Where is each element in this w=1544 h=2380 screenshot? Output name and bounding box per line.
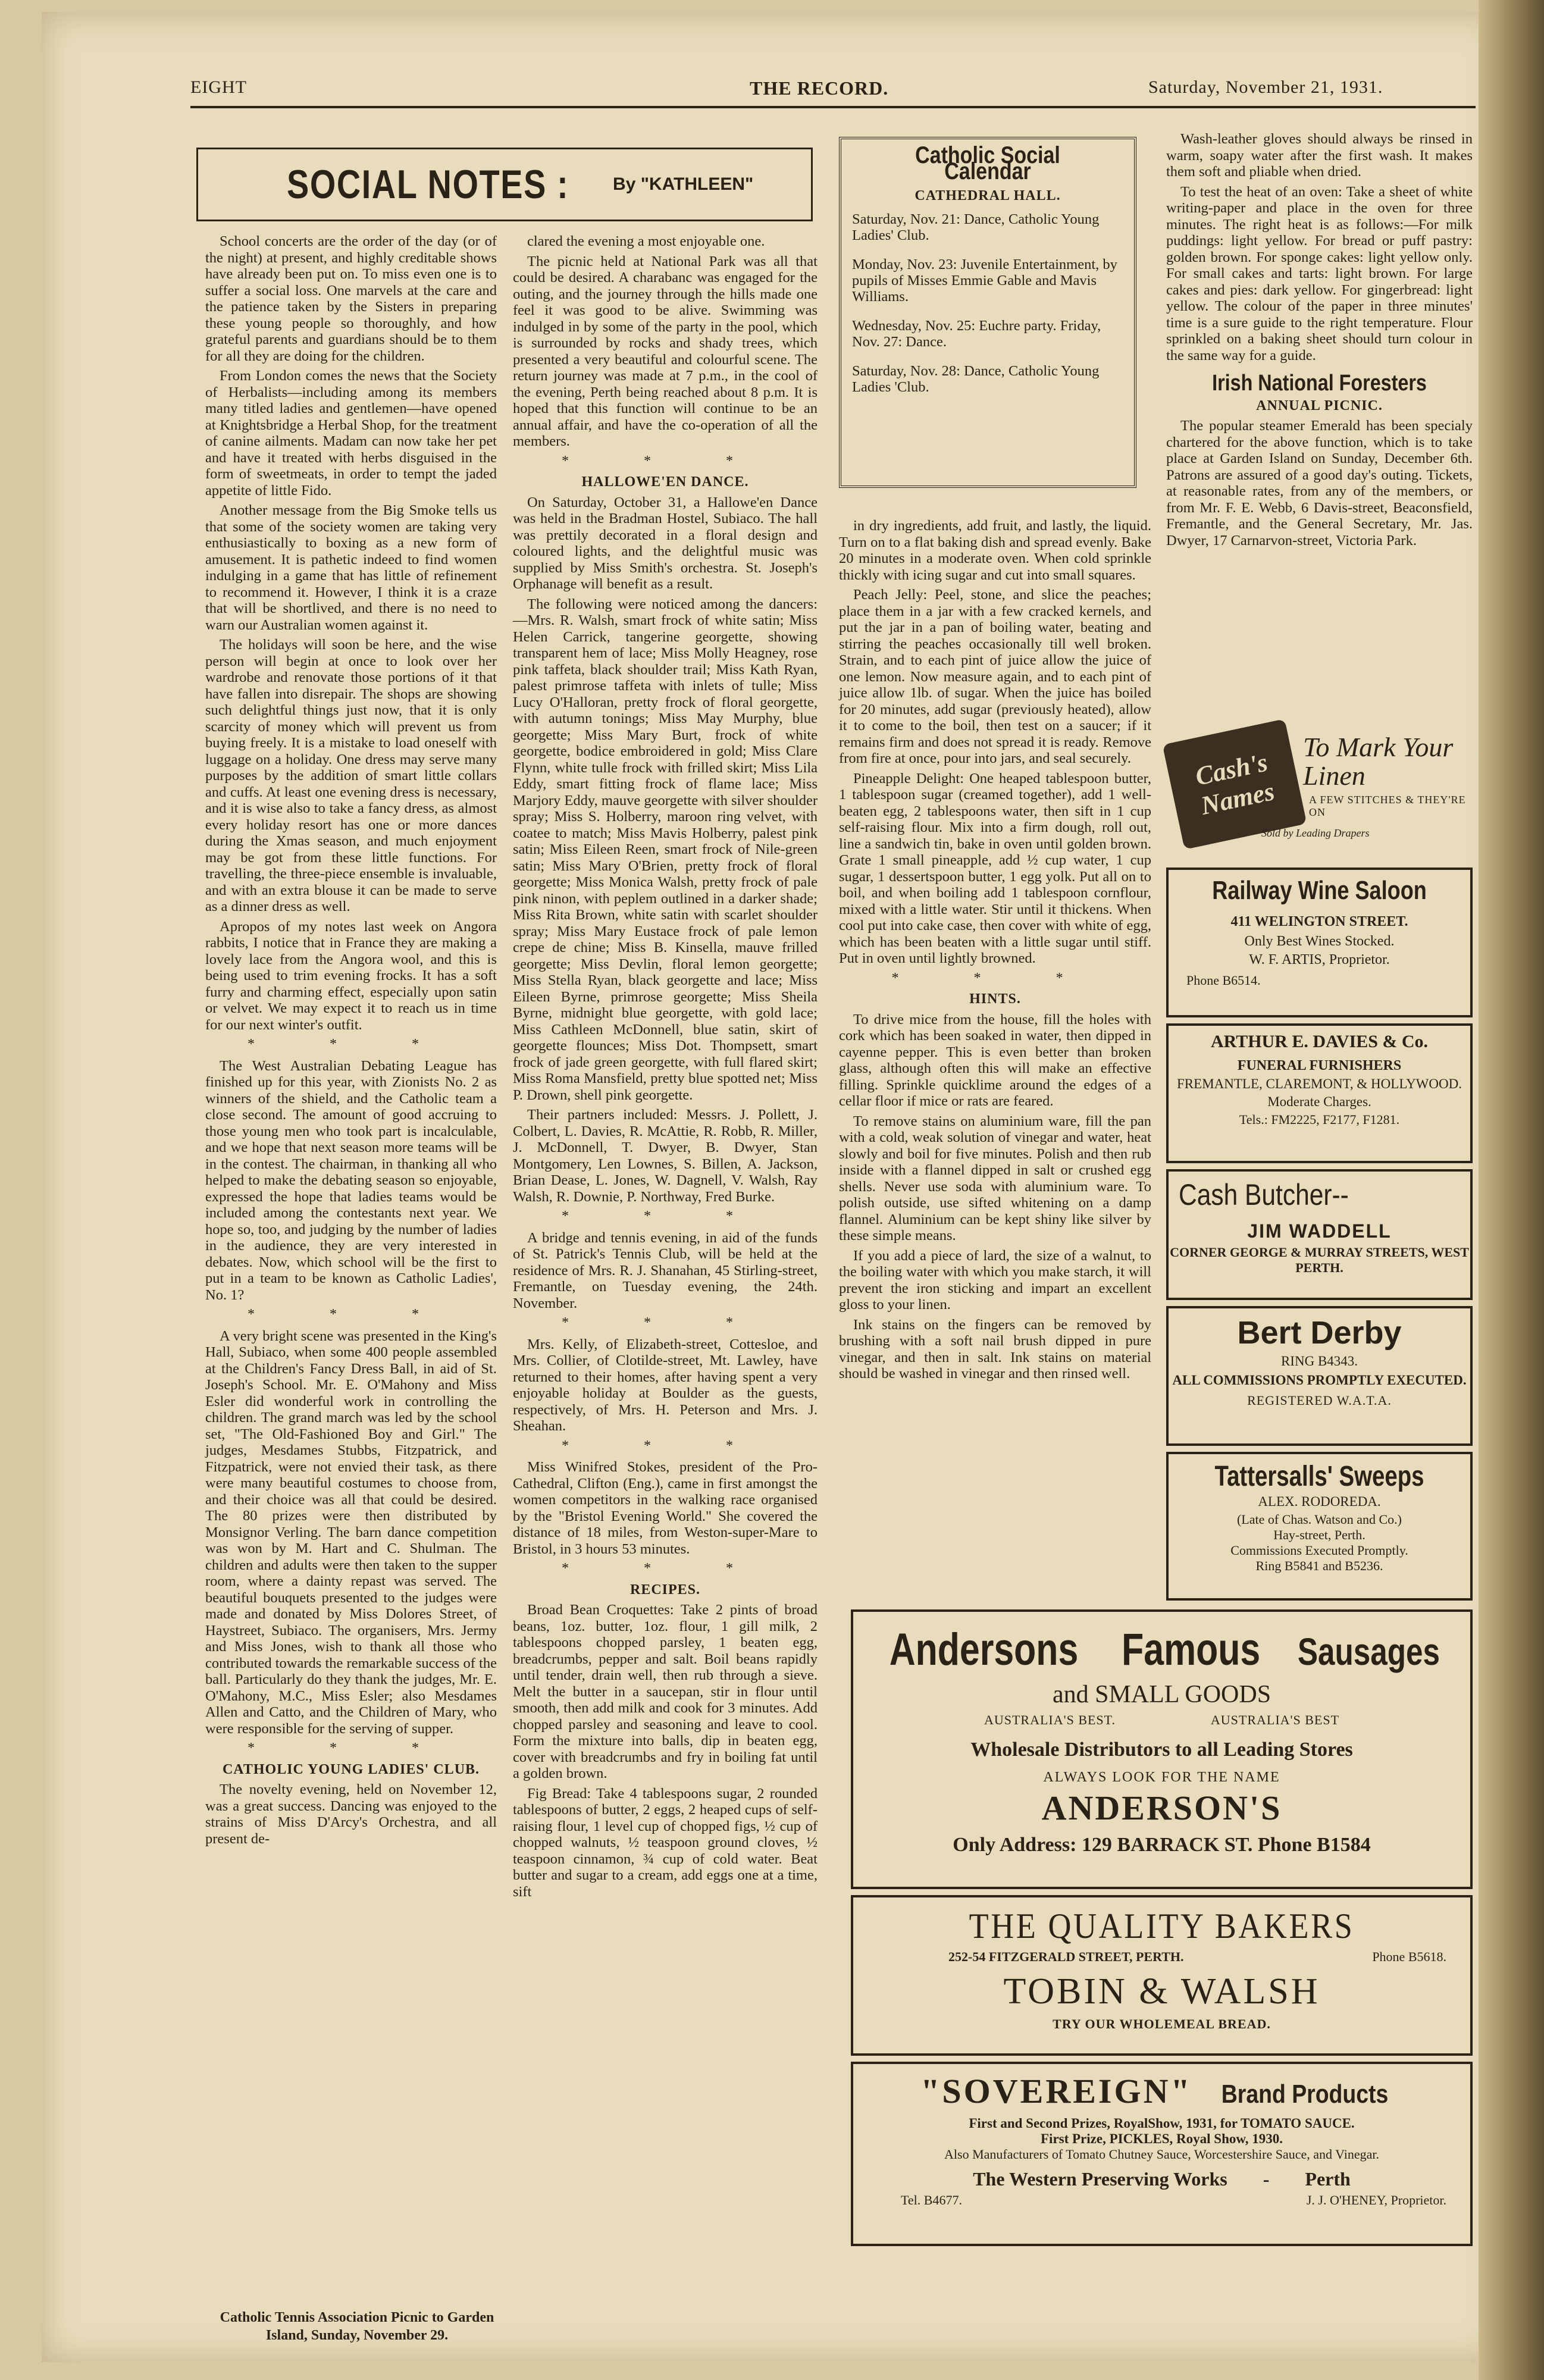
calendar-entry: Saturday, Nov. 28: Dance, Catholic Young Ladies 'Club. (852, 363, 1100, 395)
paragraph: Broad Bean Croquettes: Take 2 pints of broad beans, 1oz. butter, 1oz. flour, 1 gill milk, 2 tablespoons chopped parsley, 1 beaten egg, breadcrumbs, pepper and salt. Boil beans rapidly until tender, drain well, then rub through a sieve. Melt the butter in a saucepan, stir in flour until smooth, then add milk and cook for 3 minutes. Add chopped parsley and seasoning and leave to cool. Form the mixture into balls, dip in beaten egg, cover with breadcrumbs and fry in boiling fat until a golden brown. (513, 1602, 818, 1781)
column-1 (205, 233, 497, 1850)
quality-bakers-ad (851, 1895, 1473, 2056)
paragraph: School concerts are the order of the day (or of the night) at present, and highly creditable shows have already been put on. To miss even one is to suffer a social loss. One marvels at the care and the patience taken by the Sisters in preparing these young people so thoroughly, and how grateful parents and guardians should be to them for all they are doing for the children. (205, 233, 497, 364)
paragraph: The following were noticed among the dancers:—Mrs. R. Walsh, smart frock of white satin; Miss Helen Carrick, tangerine georgette, showing transparent hem of lace; Miss Molly Heagney, rose pink taffeta, black shoulder trail; Miss Kath Ryan, palest primrose taffeta with inlets of tulle; Miss Lucy O'Halloran, pretty frock of floral georgette, with autumn tonings; Miss May Murphy, blue georgette; Miss Mary Burt, frock of white georgette, bodice embroidered in gold; Miss Clare Flynn, white tulle frock with frilled skirt; Miss Lila Eddy, smart fitting frock of flame lace; Miss Marjory Eddy, mauve georgette with silver shoulder spray; Miss S. Holberry, maroon ring velvet, with coatee to match; Miss Mavis Holberry, palest pink satin; Miss Eileen Reen, smart frock of Nile-green satin; Miss Mary O'Brien, pretty frock of floral georgette; Miss Monica Walsh, pretty frock of pale pink ninon, with peplem outlined in a darker shade; Miss Rita Brown, white satin with scarlet shoulder spray; Miss Mary Eustace frock of pale lemon crepe de chine; Miss B. Kinsella, mauve frilled georgette; Miss Devlin, floral lemon georgette; Miss Stella Ryan, black georgette and lace; Miss Eileen Byrne, primrose georgette; Miss Sheila Byrne, midnight blue georgette, with gold lace; Miss Cathleen McDonnell, blue satin, skirt of georgette flounces; Miss Dot. Thompsett, smart frock of jade green georgette, with full flared skirt; Miss Roma Mansfield, pretty blue spotted net; Miss P. Drown, shell pink georgette. (513, 596, 818, 1103)
andersons-sausages-ad (851, 1609, 1473, 1889)
ad-line: TRY OUR WHOLEMEAL BREAD. (1053, 2016, 1271, 2031)
ad-title: Tattersalls' Sweeps (1214, 1461, 1424, 1492)
ad-line: W. F. ARTIS, Proprietor. (1249, 952, 1390, 967)
ad-title: ARTHUR E. DAVIES & Co. (1210, 1032, 1429, 1051)
paragraph: Mrs. Kelly, of Elizabeth-street, Cottesloe, and Mrs. Collier, of Clotilde-street, Mt. Lawley, have returned to their homes, after having spent a very enjoyable holiday at Boulder as the guests, respectively, of Mrs. H. Peterson and Mrs. J. Sheahan. (513, 1336, 818, 1434)
ad-title: "SOVEREIGN" (920, 2072, 1192, 2110)
cash-names-logo: Cash's Names (1163, 719, 1307, 850)
section-heading: ANNUAL PICNIC. (1256, 397, 1383, 414)
page-number: EIGHT (190, 77, 247, 97)
issue-date: Saturday, November 21, 1931. (1148, 77, 1383, 97)
ad-line: RING B4343. (1280, 1354, 1358, 1368)
paper-title: THE RECORD. (750, 77, 889, 99)
column-4 (1166, 131, 1473, 552)
ad-line: First Prize, PICKLES, Royal Show, 1930. (1041, 2131, 1283, 2146)
ad-title: Brand Products (1221, 2080, 1389, 2109)
ad-title: Famous (1121, 1624, 1261, 1675)
paragraph: The holidays will soon be here, and the wise person will begin at once to look over her wardrobe and renovate those portions of it that have fallen into disrepair. The shops are showing such delightful things just now, that it is only scarcity of money which will prevent us from buying freely. It is a mistake to load oneself with luggage on a holiday. One dress may serve many purposes by the addition of smart little collars and cuffs. At least one evening dress is necessary, and it is wise also to take a fancy dress, as almost every holiday resort has one or more dances during the Xmas season, and much enjoyment may be got from these little functions. For travelling, the three-piece ensemble is invaluable, and with an extra blouse it can be made to serve as a dinner dress as well. (205, 637, 497, 915)
cash-names-tagline: To Mark Your Linen (1303, 732, 1454, 791)
ad-line: 411 WELINGTON STREET. (1230, 914, 1408, 929)
calendar-entry: Monday, Nov. 23: Juvenile Entertainment, by pupils of Misses Emmie Gable and Mavis Williams. (852, 256, 1117, 305)
section-heading: HINTS. (969, 991, 1021, 1007)
ad-phone: Tel. B4677. (901, 2193, 962, 2207)
ad-line: FUNERAL FURNISHERS (1237, 1058, 1402, 1073)
paragraph: The West Australian Debating League has finished up for this year, with Zionists No. 2 as winners of the shield, and the Catholic team a close second. The amount of good accruing to those young men who took part is incalculable, and we hope that next season more teams will be in the contest. The chairman, in thanking all who helped to make the debating season so enjoyable, expressed the hope that ladies teams would be included among the contestants next year. We hope so, too, and judging by the number of ladies in the audience, they are very interested in debates. Now, which school will be the first to put in a team to be known as Catholic Ladies', No. 1? (205, 1057, 497, 1303)
paragraph: If you add a piece of lard, the size of a walnut, to the boiling water with which you make starch, it will prevent the iron sticking and impart an excellent gloss to your linen. (839, 1247, 1151, 1313)
paragraph: in dry ingredients, add fruit, and lastly, the liquid. Turn on to a flat baking dish and spread evenly. Bake 20 minutes in a moderate oven. When cold sprinkle thickly with icing sugar and cut into small squares. (839, 518, 1151, 583)
ad-address: Only Address: 129 BARRACK ST. Phone B1584 (953, 1834, 1371, 1856)
paragraph: A very bright scene was presented in the King's Hall, Subiaco, when some 400 people assembled at the Children's Fancy Dress Ball, in aid of St. Joseph's School. Mr. E. O'Mahony and Miss Esler did wonderful work in controlling the children. The grand march was led by the school set, "The Old-Fashioned Boy and Girl." The judges, Mesdames Stubbs, Fitzpatrick, and Fitzpatrick, were not envied their task, as there were many beautiful costumes to choose from, and their choice was all that could be desired. The 80 prizes were then distributed by Monsignor Verling. The barn dance competition was won by M. Hart and C. Shulman. The children and adults were then taken to the supper room, where a dainty repast was served. The beautiful bouquets presented to the judges were made and donated by Miss Dolores Street, of Haystreet, Subiaco. The organisers, Mrs. Jermy and Miss Jones, wish to thank all those who contributed towards the remarkable success of the ball. Particularly do they thank the judges, Mr. E. O'Mahony, M.C., Miss Esler; also Mesdames Allen and Catto, and the Children of Mary, who were responsible for the serving of supper. (205, 1327, 497, 1737)
section-divider: * * * (562, 1208, 769, 1224)
book-binding (1479, 0, 1544, 2380)
ad-phone: Phone B6514. (1186, 973, 1261, 988)
ad-line: ALEX. RODOREDA. (1258, 1494, 1381, 1509)
section-heading: CATHOLIC YOUNG LADIES' CLUB. (222, 1761, 480, 1777)
social-notes-byline: By "KATHLEEN" (613, 174, 754, 194)
ad-title: Bert Derby (1237, 1315, 1402, 1351)
cash-names-sold: Sold by Leading Drapers (1261, 827, 1370, 839)
section-divider: * * * (248, 1036, 455, 1052)
foresters-title: Irish National Foresters (1212, 371, 1427, 396)
social-notes-title: SOCIAL NOTES : (286, 162, 569, 207)
section-divider: * * * (891, 970, 1099, 986)
section-divider: * * * (248, 1740, 455, 1756)
cash-names-ad (1166, 727, 1473, 852)
paragraph: Ink stains on the fingers can be removed by brushing with a soft nail brush dipped in pure vinegar, and then in salt. Ink stains on material should be washed in vinegar and then rinsed well. (839, 1316, 1151, 1382)
section-divider: * * * (248, 1307, 455, 1322)
paragraph: From London comes the news that the Society of Herbalists—including among its members many titled ladies and gentlemen—have opened at Knightsbridge a Herbal Shop, for the treatment of canine ailments. Madam can now take her pet and have it treated with herbs disguised in the form of sweetmeats, in order to tempt the jaded appetite of little Fido. (205, 368, 497, 499)
railway-wine-ad (1166, 868, 1473, 1017)
paragraph: Another message from the Big Smoke tells us that some of the society women are taking very enthusiastically to boxing as a new form of amusement. It is pathetic indeed to find women indulging in a game that has little of refinement to recommend it. However, I think it is a craze that will be shortlived, and there is no need to warn our Australian women against it. (205, 502, 497, 633)
tattersalls-ad (1166, 1452, 1473, 1601)
section-divider: * * * (562, 1438, 769, 1454)
paragraph: To drive mice from the house, fill the holes with cork which has been soaked in water, then dipped in cayenne pepper. This is even better than broken glass, although often this will make an effective filling. Sprinkle quicklime around the edges of a cellar floor if mice or rats are feared. (839, 1011, 1151, 1109)
ad-line: Ring B5841 and B5236. (1255, 1558, 1383, 1573)
sovereign-products-ad (851, 2062, 1473, 2246)
header-rule (190, 106, 1476, 108)
paragraph: Pineapple Delight: One heaped tablespoon butter, 1 tablespoon sugar (creamed together), add 1 well-beaten egg, 2 tablespoons water, then sift in 1 cup self-raising flour. Mix into a firm dough, roll out, line a sandwich tin, bake in oven until golden brown. Grate 1 small pineapple, add ½ cup water, 1 cup sugar, 1 dessertspoon butter, 1 egg yolk. Put all on to boil, and when boiling add 1 tablespoon cornflour, mixed with a little water. Stir until it thickens. When cool put into cake case, then cover with white of egg, which has been beaten with a little sugar until stiff. Put in oven until lightly browned. (839, 770, 1151, 966)
ad-line: CORNER GEORGE & MURRAY STREETS, WEST PERTH. (1170, 1245, 1469, 1275)
ad-line: AUSTRALIA'S BEST. (984, 1712, 1116, 1727)
calendar-title: Catholic Social Calendar (915, 142, 1060, 184)
ad-dash: - (1263, 2168, 1270, 2190)
davies-funeral-ad (1166, 1023, 1473, 1163)
paragraph: Miss Winifred Stokes, president of the Pro-Cathedral, Clifton (Eng.), came in first amongst the women competitors in the walking race organised by the "Bristol Evening World." She covered the distance of 18 miles, from Weston-super-Mare to Bristol, in 3 hours 53 minutes. (513, 1459, 818, 1557)
social-notes-banner (196, 148, 813, 221)
paragraph: On Saturday, October 31, a Hallowe'en Dance was held in the Bradman Hostel, Subiaco. The hall was prettily decorated in a floral design and coloured lights, and the delightful music was supplied by Miss Smith's orchestra. St. Joseph's Orphanage will benefit as a result. (513, 494, 818, 592)
paragraph: The novelty evening, held on November 12, was a great success. Dancing was enjoyed to the strains of Miss D'Arcy's Orchestra, and all present de- (205, 1781, 497, 1847)
ad-line: JIM WADDELL (1247, 1220, 1392, 1242)
paragraph: Apropos of my notes last week on Angora rabbits, I notice that in France they are making a lovely lace from the Angora wool, and this is being used to trim evening frocks. It has a soft furry and charming effect, especially upon satin or velvet. We may expect it to reach us in time for our next winter's outfit. (205, 918, 497, 1033)
ad-title: Sausages (1298, 1630, 1440, 1673)
ad-line: J. J. O'HENEY, Proprietor. (1306, 2193, 1446, 2207)
section-divider: * * * (562, 1561, 769, 1576)
ad-title: Cash Butcher-- (1179, 1178, 1349, 1211)
ad-line: Moderate Charges. (1267, 1094, 1371, 1109)
paragraph: Their partners included: Messrs. J. Pollett, J. Colbert, L. Davies, R. McAttie, R. Robb, R. Miller, J. McDonnell, T. Dwyer, B. Dwyer, Stan Montgomery, Len Lownes, S. Billen, A. Jackson, Brian Dease, L. Jones, W. Dagnell, V. Walsh, Ray Walsh, R. Downie, P. Northway, Fred Burke. (513, 1107, 818, 1205)
paragraph: clared the evening a most enjoyable one. (527, 233, 765, 249)
ad-line: Perth (1305, 2168, 1351, 2190)
ad-line: Only Best Wines Stocked. (1244, 934, 1395, 949)
ad-line: Hay-street, Perth. (1273, 1527, 1366, 1542)
ad-line: ALWAYS LOOK FOR THE NAME (1043, 1770, 1280, 1785)
cash-names-small: A FEW STITCHES & THEY'RE ON (1309, 794, 1466, 818)
ad-line: FREMANTLE, CLAREMONT, & HOLLYWOOD. (1177, 1076, 1462, 1091)
ad-line: ALL COMMISSIONS PROMPTLY EXECUTED. (1172, 1373, 1467, 1388)
ad-title: Railway Wine Saloon (1212, 876, 1427, 905)
paragraph: Peach Jelly: Peel, stone, and slice the peaches; place them in a jar with a few cracked kernels, and put the jar in a pan of boiling water, beating and stirring the peaches occasionally till well broken. Strain, and to each pint of juice allow the juice of one lemon. Now measure again, and to each pint of juice allow 1lb. of sugar. When the juice has boiled for 20 minutes, add sugar (previously heated), allow it to come to the boil, then test on a saucer; if it remains firm and does not spread it is ready. Remove from fire at once, pour into jars, and seal securely. (839, 587, 1151, 766)
section-heading: HALLOWE'EN DANCE. (581, 474, 749, 490)
section-heading: RECIPES. (629, 1582, 701, 1598)
ad-line: AUSTRALIA'S BEST (1210, 1712, 1340, 1727)
ad-title: THE QUALITY BAKERS (969, 1906, 1355, 1946)
paragraph: The picnic held at National Park was all that could be desired. A charabanc was engaged for the outing, and the journey through the hills made one feel it was good to be alive. Swimming was indulged in by some of the party in the pool, which is surrounded by rocks and shady trees, which presented a very beautiful and colourful scene. The return journey was made at 7 p.m., in the cool of the evening, Perth being reached about 8 p.m. It is hoped that this function will continue to be an annual affair, and have the co-operation of all the members. (513, 253, 818, 449)
paragraph: Fig Bread: Take 4 tablespoons sugar, 2 rounded tablespoons of butter, 2 eggs, 2 heaped cups of self-raising flour, 1 level cup of chopped figs, ½ cup of chopped walnuts, ½ teaspoon ground cloves, ½ teaspoon cinnamon, ¾ cup of cold water. Beat butter and sugar to a cream, add eggs one at a time, sift (513, 1785, 818, 1900)
social-calendar-box (839, 137, 1136, 488)
ad-name: TOBIN & WALSH (1003, 1971, 1320, 2012)
ad-subtitle: and SMALL GOODS (1052, 1681, 1271, 1708)
column-2 (513, 233, 818, 1903)
ad-line: Wholesale Distributors to all Leading Stores (970, 1739, 1353, 1761)
ad-line: 252-54 FITZGERALD STREET, PERTH. (948, 1949, 1184, 1964)
ad-line: The Western Preserving Works (973, 2168, 1227, 2190)
calendar-entry: Saturday, Nov. 21: Dance, Catholic Young Ladies' Club. (852, 211, 1100, 243)
paragraph: A bridge and tennis evening, in aid of the funds of St. Patrick's Tennis Club, will be held at the residence of Mrs. R. J. Shanahan, 45 Stirling-street, Fremantle, on Tuesday evening, the 24th. November. (513, 1229, 818, 1311)
ad-phone: Phone B5618. (1372, 1949, 1446, 1964)
ad-line: Commissions Executed Promptly. (1230, 1543, 1408, 1558)
paragraph: To test the heat of an oven: Take a sheet of white writing-paper and place in the oven for three minutes. The right heat is as follows:—For milk puddings: light yellow. For bread or puff pastry: golden brown. For sponge cakes: light yellow only. For small cakes and tarts: light brown. For large cakes and pies: dark yellow. For gingerbread: light yellow. The colour of the paper in three minutes' time is a sure guide to the right temperature. Flour sprinkled on a baking sheet should turn colour in the same way for a guide. (1166, 183, 1473, 364)
ad-name: ANDERSON'S (1041, 1789, 1282, 1827)
ad-line: Tels.: FM2225, F2177, F1281. (1239, 1112, 1400, 1127)
section-divider: * * * (562, 1315, 769, 1330)
paragraph: The popular steamer Emerald has been specialy chartered for the above function, which is to take place at Garden Island on Sunday, December 6th. Patrons are assured of a good day's outing. Tickets, at reasonable rates, from any of the members, or from Mr. F. E. Webb, 6 Davis-street, Beaconsfield, Fremantle, and the General Secretary, Mr. Jas. Dwyer, 17 Carnarvon-street, Victoria Park. (1166, 418, 1473, 549)
bert-derby-ad (1166, 1306, 1473, 1446)
ad-line: Also Manufacturers of Tomato Chutney Sauce, Worcestershire Sauce, and Vinegar. (944, 2147, 1379, 2162)
calendar-entry: Wednesday, Nov. 25: Euchre party. Friday, Nov. 27: Dance. (852, 318, 1101, 350)
ad-line: First and Second Prizes, RoyalShow, 1931, for TOMATO SAUCE. (969, 2116, 1355, 2131)
ad-line: REGISTERED W.A.T.A. (1247, 1393, 1392, 1408)
ad-line: (Late of Chas. Watson and Co.) (1236, 1512, 1402, 1527)
paragraph: Wash-leather gloves should always be rinsed in warm, soapy water after the first wash. It makes them soft and pliable when dried. (1166, 131, 1473, 180)
tennis-picnic-note: Catholic Tennis Association Picnic to Garden Island, Sunday, November 29. (220, 2310, 494, 2343)
ad-title: Andersons (889, 1624, 1079, 1675)
cash-butcher-ad (1166, 1169, 1473, 1300)
paragraph: To remove stains on aluminium ware, fill the pan with a cold, weak solution of vinegar and water, heat slowly and boil for five minutes. Polish and then rub inside with a flannel dipped in salt or crushed egg shells. Never use soda with aluminium ware. To polish outside, use sifted whitening on a damp flannel. Aluminium can be kept shiny like silver by these simple means. (839, 1113, 1151, 1244)
column-3 (839, 518, 1151, 1386)
section-divider: * * * (562, 453, 769, 469)
calendar-venue: CATHEDRAL HALL. (915, 188, 1061, 203)
